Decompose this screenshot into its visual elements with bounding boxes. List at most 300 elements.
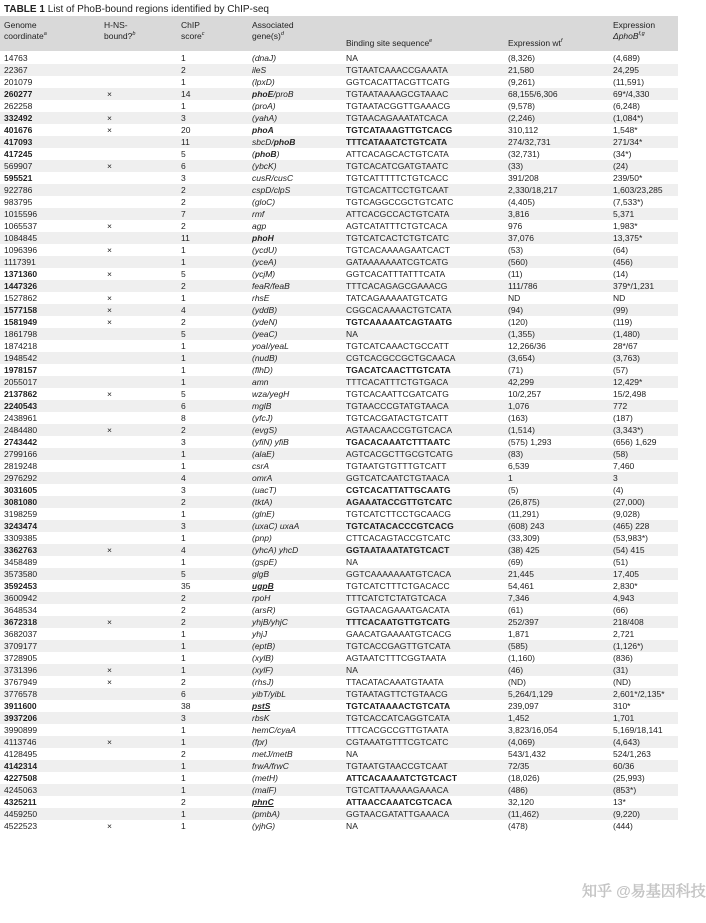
genome-coordinate-cell: 2055017 [4, 377, 38, 387]
table-row [0, 340, 678, 352]
expression-dphob-cell: (99) [613, 305, 629, 315]
associated-gene-cell: (yddB) [252, 305, 278, 315]
chip-score-cell: 14 [181, 89, 191, 99]
associated-gene-cell: (gspE) [252, 557, 278, 567]
binding-sequence-cell: ATTCACAGCACTGTCATA [346, 149, 449, 159]
table-row [0, 220, 678, 232]
expression-dphob-cell: 310* [613, 701, 631, 711]
table-row [0, 556, 678, 568]
expression-wt-cell: 68,155/6,306 [508, 89, 558, 99]
expression-wt-cell: 1,076 [508, 401, 530, 411]
expression-dphob-cell: 2,721 [613, 629, 635, 639]
table-row [0, 748, 678, 760]
hns-bound-cell: × [107, 125, 112, 135]
table-row [0, 724, 678, 736]
table-row [0, 520, 678, 532]
associated-gene-cell: yoaI/yeaL [252, 341, 289, 351]
genome-coordinate-cell: 2799166 [4, 449, 38, 459]
expression-dphob-cell: 524/1,263 [613, 749, 651, 759]
genome-coordinate-cell: 201079 [4, 77, 33, 87]
expression-dphob-cell: (836) [613, 653, 633, 663]
expression-wt-cell: 252/397 [508, 617, 539, 627]
binding-sequence-cell: TGTCATCAAACTGCCATT [346, 341, 450, 351]
table-row [0, 148, 678, 160]
associated-gene-cell: phoE/proB [252, 89, 294, 99]
expression-wt-cell: 72/35 [508, 761, 530, 771]
table-row [0, 532, 678, 544]
expression-wt-cell: (608) 243 [508, 521, 545, 531]
table-row [0, 280, 678, 292]
table-row [0, 436, 678, 448]
expression-wt-cell: 1,452 [508, 713, 530, 723]
binding-sequence-cell: NA [346, 53, 358, 63]
table-row [0, 64, 678, 76]
chip-score-cell: 1 [181, 533, 186, 543]
expression-dphob-cell: 5,371 [613, 209, 635, 219]
expression-dphob-cell: (3,343*) [613, 425, 644, 435]
chip-score-cell: 2 [181, 317, 186, 327]
expression-wt-cell: (1,514) [508, 425, 535, 435]
binding-sequence-cell: TATCAGAAAAATGTCATG [346, 293, 448, 303]
expression-dphob-cell: 69*/4,330 [613, 89, 650, 99]
table-row [0, 760, 678, 772]
hns-bound-cell: × [107, 821, 112, 831]
associated-gene-cell: (ybcK) [252, 161, 277, 171]
expression-dphob-cell: ND [613, 293, 626, 303]
expression-dphob-cell: 2,601*/2,135* [613, 689, 665, 699]
chip-score-cell: 2 [181, 605, 186, 615]
chip-score-cell: 1 [181, 449, 186, 459]
associated-gene-cell: amn [252, 377, 269, 387]
associated-gene-cell: (tktA) [252, 497, 273, 507]
binding-sequence-cell: CGTCACGCCGCTGCAACA [346, 353, 456, 363]
expression-wt-cell: ND [508, 293, 521, 303]
table-row [0, 604, 678, 616]
table-row [0, 484, 678, 496]
genome-coordinate-cell: 4245063 [4, 785, 38, 795]
table-row [0, 772, 678, 784]
associated-gene-cell: (uxaC) uxaA [252, 521, 300, 531]
chip-score-cell: 1 [181, 509, 186, 519]
expression-dphob-cell: (27,000) [613, 497, 645, 507]
binding-sequence-cell: TGACACAAATCTTTAATC [346, 437, 451, 447]
expression-wt-cell: 111/786 [508, 281, 538, 291]
associated-gene-cell: rbsK [252, 713, 270, 723]
binding-sequence-cell: TGTCACAAAAGAATCACT [346, 245, 451, 255]
chip-score-cell: 1 [181, 257, 186, 267]
associated-gene-cell: (yjhG) [252, 821, 276, 831]
expression-dphob-cell: (853*) [613, 785, 637, 795]
genome-coordinate-cell: 4113746 [4, 737, 37, 747]
binding-sequence-cell: GGTAATAAATATGTCACT [346, 545, 450, 555]
binding-sequence-cell: CGTAAATGTTTCGTCATC [346, 737, 449, 747]
associated-gene-cell: pstS [252, 701, 271, 711]
associated-gene-cell: (yfiN) yfiB [252, 437, 289, 447]
associated-gene-cell: (eptB) [252, 641, 276, 651]
header-expression-wt: Expression $wt^f$ [508, 38, 563, 48]
associated-gene-cell: frwA/frwC [252, 761, 289, 771]
chip-score-cell: 1 [181, 809, 186, 819]
associated-gene-cell: (lpxD) [252, 77, 275, 87]
associated-gene-cell: (yeaC) [252, 329, 278, 339]
genome-coordinate-cell: 3198259 [4, 509, 38, 519]
binding-sequence-cell: CGTCACATTATTGCAATG [346, 485, 451, 495]
expression-dphob-cell: 60/36 [613, 761, 635, 771]
binding-sequence-cell: TGTAATAAAAGCGTAAAC [346, 89, 449, 99]
expression-wt-cell: 21,580 [508, 65, 534, 75]
expression-dphob-cell: (1,084*) [613, 113, 644, 123]
expression-wt-cell: (69) [508, 557, 524, 567]
expression-wt-cell: (1,160) [508, 653, 535, 663]
genome-coordinate-cell: 3709177 [4, 641, 38, 651]
expression-dphob-cell: (34*) [613, 149, 632, 159]
expression-dphob-cell: (9,028) [613, 509, 640, 519]
table-row [0, 172, 678, 184]
binding-sequence-cell: AGTAACAACCGTGTCACA [346, 425, 453, 435]
associated-gene-cell: (rhsJ) [252, 677, 274, 687]
hns-bound-cell: × [107, 737, 112, 747]
associated-gene-cell: (uacT) [252, 485, 277, 495]
table-title: List of PhoB-bound regions identified by ChIP-seq [47, 4, 269, 15]
chip-score-cell: 2 [181, 749, 186, 759]
genome-coordinate-cell: 260277 [4, 89, 33, 99]
table-row [0, 496, 678, 508]
expression-dphob-cell: 3 [613, 473, 618, 483]
expression-wt-cell: (53) [508, 245, 524, 255]
table-row [0, 376, 678, 388]
chip-score-cell: 3 [181, 437, 186, 447]
associated-gene-cell: omrA [252, 473, 273, 483]
expression-dphob-cell: (1,480) [613, 329, 640, 339]
binding-sequence-cell: NA [346, 557, 358, 567]
binding-sequence-cell: NA [346, 665, 358, 675]
hns-bound-cell: × [107, 245, 112, 255]
expression-wt-cell: 239,097 [508, 701, 539, 711]
chip-score-cell: 1 [181, 785, 186, 795]
binding-sequence-cell: TGTCATTTTTCTGTCACC [346, 173, 449, 183]
associated-gene-cell: rmf [252, 209, 265, 219]
expression-wt-cell: (11) [508, 269, 523, 279]
table-row [0, 712, 678, 724]
genome-coordinate-cell: 3031605 [4, 485, 38, 495]
expression-dphob-cell: 379*/1,231 [613, 281, 655, 291]
chip-score-cell: 6 [181, 689, 186, 699]
binding-sequence-cell: TTTCACATTTCTGTGACA [346, 377, 449, 387]
chip-score-cell: 5 [181, 149, 186, 159]
associated-gene-cell: (yhcA) yhcD [252, 545, 299, 555]
hns-bound-cell: × [107, 113, 112, 123]
binding-sequence-cell: TGTCATACACCCGTCACG [346, 521, 454, 531]
binding-sequence-cell: GGTCACATTTATTTCATA [346, 269, 446, 279]
chip-score-cell: 8 [181, 413, 186, 423]
expression-wt-cell: (ND) [508, 677, 526, 687]
associated-gene-cell: feaR/feaB [252, 281, 290, 291]
genome-coordinate-cell: 2438961 [4, 413, 38, 423]
chip-score-cell: 2 [181, 185, 186, 195]
chip-score-cell: 1 [181, 77, 186, 87]
expression-wt-cell: 54,461 [508, 581, 534, 591]
associated-gene-cell: mglB [252, 401, 272, 411]
binding-sequence-cell: TGTAATGTAACCGTCAAT [346, 761, 448, 771]
expression-dphob-cell: (1,126*) [613, 641, 644, 651]
genome-coordinate-cell: 922786 [4, 185, 33, 195]
associated-gene-cell: (nudB) [252, 353, 278, 363]
chip-score-cell: 1 [181, 101, 186, 111]
header-expression-dphob: Expression ΔphoB$^{f,g}$ [613, 20, 656, 41]
chip-score-cell: 11 [181, 233, 190, 243]
binding-sequence-cell: CGGCACAAAACTGTCATA [346, 305, 452, 315]
chip-score-cell: 1 [181, 53, 186, 63]
expression-dphob-cell: 1,983* [613, 221, 638, 231]
expression-wt-cell: (33) [508, 161, 524, 171]
table-row [0, 232, 678, 244]
associated-gene-cell: rpoH [252, 593, 271, 603]
genome-coordinate-cell: 4522523 [4, 821, 38, 831]
table-row [0, 472, 678, 484]
expression-dphob-cell: (7,533*) [613, 197, 644, 207]
genome-coordinate-cell: 1861798 [4, 329, 38, 339]
table-label: TABLE 1 [4, 4, 45, 15]
chip-score-cell: 2 [181, 281, 186, 291]
chip-score-cell: 1 [181, 773, 186, 783]
genome-coordinate-cell: 1447326 [4, 281, 38, 291]
binding-sequence-cell: TGTAATACGGTTGAAACG [346, 101, 451, 111]
expression-wt-cell: (585) [508, 641, 528, 651]
table-row [0, 580, 678, 592]
expression-wt-cell: (94) [508, 305, 524, 315]
expression-wt-cell: (1,355) [508, 329, 535, 339]
associated-gene-cell: (ycdU) [252, 245, 278, 255]
expression-dphob-cell: 12,429* [613, 377, 643, 387]
associated-gene-cell: (ycjM) [252, 269, 276, 279]
genome-coordinate-cell: 1117391 [4, 257, 36, 267]
associated-gene-cell: ugpB [252, 581, 274, 591]
associated-gene-cell: yhjB/yhjC [252, 617, 288, 627]
expression-dphob-cell: (64) [613, 245, 629, 255]
expression-wt-cell: 12,266/36 [508, 341, 546, 351]
genome-coordinate-cell: 3573580 [4, 569, 38, 579]
genome-coordinate-cell: 2137862 [4, 389, 38, 399]
chip-score-cell: 1 [181, 641, 186, 651]
expression-wt-cell: 5,264/1,129 [508, 689, 553, 699]
binding-sequence-cell: TGTCATCTTCCTGCAACG [346, 509, 452, 519]
expression-dphob-cell: (465) 228 [613, 521, 650, 531]
binding-sequence-cell: TGTCACATTCCTGTCAAT [346, 185, 449, 195]
expression-wt-cell: 274/32,731 [508, 137, 551, 147]
expression-dphob-cell: (11,591) [613, 77, 645, 87]
binding-sequence-cell: TGTCATCACTCTGTCATC [346, 233, 450, 243]
expression-wt-cell: (38) 425 [508, 545, 540, 555]
header-hns-bound: H-NS- bound?$^b$ [104, 20, 136, 41]
genome-coordinate-cell: 417245 [4, 149, 33, 159]
expression-dphob-cell: (187) [613, 413, 633, 423]
expression-wt-cell: (71) [508, 365, 524, 375]
table-row [0, 400, 678, 412]
expression-dphob-cell: 24,295 [613, 65, 639, 75]
associated-gene-cell: cspD/clpS [252, 185, 291, 195]
expression-dphob-cell: 28*/67 [613, 341, 638, 351]
expression-dphob-cell: (444) [613, 821, 633, 831]
binding-sequence-cell: AGTCATATTTCTGTCACA [346, 221, 448, 231]
associated-gene-cell: (evgS) [252, 425, 278, 435]
chip-score-cell: 4 [181, 305, 186, 315]
binding-sequence-cell: TTTCACGCCGTTGTAATA [346, 725, 449, 735]
associated-gene-cell: (glnE) [252, 509, 275, 519]
expression-dphob-cell: (24) [613, 161, 629, 171]
hns-bound-cell: × [107, 293, 112, 303]
associated-gene-cell: phoH [252, 233, 274, 243]
table-row [0, 304, 678, 316]
genome-coordinate-cell: 332492 [4, 113, 33, 123]
table-row [0, 424, 678, 436]
binding-sequence-cell: TGTAATGTGTTTGTCATT [346, 461, 447, 471]
genome-coordinate-cell: 1577158 [4, 305, 38, 315]
expression-wt-cell: (486) [508, 785, 528, 795]
genome-coordinate-cell: 1371360 [4, 269, 38, 279]
expression-dphob-cell: 271/34* [613, 137, 643, 147]
header-genome-coordinate: Genome coordinate$^a$ [4, 20, 47, 41]
associated-gene-cell: yibT/yibL [252, 689, 287, 699]
chip-score-cell: 20 [181, 125, 191, 135]
expression-dphob-cell: (4,643) [613, 737, 640, 747]
binding-sequence-cell: TGTCAAAAATCAGTAATG [346, 317, 453, 327]
table-row [0, 640, 678, 652]
expression-wt-cell: (8,326) [508, 53, 535, 63]
genome-coordinate-cell: 3911600 [4, 701, 37, 711]
associated-gene-cell: (dnaJ) [252, 53, 277, 63]
binding-sequence-cell: NA [346, 821, 358, 831]
expression-wt-cell: (32,731) [508, 149, 540, 159]
binding-sequence-cell: AGTAATCTTTCGGTAATA [346, 653, 447, 663]
genome-coordinate-cell: 1874218 [4, 341, 38, 351]
genome-coordinate-cell: 3081080 [4, 497, 38, 507]
associated-gene-cell: (xylF) [252, 665, 274, 675]
expression-dphob-cell: (4,689) [613, 53, 640, 63]
chip-score-cell: 6 [181, 161, 186, 171]
expression-dphob-cell: (ND) [613, 677, 631, 687]
chip-score-cell: 4 [181, 545, 186, 555]
binding-sequence-cell: TGTCACATCGATGTAATC [346, 161, 449, 171]
expression-wt-cell: 976 [508, 221, 523, 231]
genome-coordinate-cell: 983795 [4, 197, 33, 207]
expression-dphob-cell: (656) 1,629 [613, 437, 657, 447]
binding-sequence-cell: TGTCACGATACTGTCATT [346, 413, 449, 423]
expression-wt-cell: (9,578) [508, 101, 535, 111]
genome-coordinate-cell: 262258 [4, 101, 33, 111]
chip-score-cell: 2 [181, 593, 186, 603]
genome-coordinate-cell: 1084845 [4, 233, 38, 243]
hns-bound-cell: × [107, 317, 112, 327]
binding-sequence-cell: TGTAACCCGTATGTAACA [346, 401, 449, 411]
table-row [0, 568, 678, 580]
chip-score-cell: 3 [181, 113, 186, 123]
expression-wt-cell: (11,291) [508, 509, 540, 519]
table-row [0, 688, 678, 700]
genome-coordinate-cell: 4459250 [4, 809, 38, 819]
expression-dphob-cell: (57) [613, 365, 629, 375]
expression-dphob-cell: (66) [613, 605, 629, 615]
table-row [0, 136, 678, 148]
associated-gene-cell: phnC [252, 797, 274, 807]
associated-gene-cell: (yahA) [252, 113, 278, 123]
genome-coordinate-cell: 3731396 [4, 665, 38, 675]
binding-sequence-cell: ATTAACCAAATCGTCACA [346, 797, 453, 807]
expression-wt-cell: 37,076 [508, 233, 534, 243]
chip-score-cell: 2 [181, 617, 186, 627]
expression-wt-cell: (575) 1,293 [508, 437, 552, 447]
associated-gene-cell: rhsE [252, 293, 270, 303]
associated-gene-cell: (metH) [252, 773, 278, 783]
expression-wt-cell: (2,246) [508, 113, 535, 123]
expression-wt-cell: 310,112 [508, 125, 539, 135]
table-row [0, 616, 678, 628]
expression-wt-cell: 1,871 [508, 629, 530, 639]
binding-sequence-cell: GGTAACGATATTGAAACA [346, 809, 450, 819]
chip-score-cell: 38 [181, 701, 191, 711]
associated-gene-cell: yhjJ [252, 629, 268, 639]
expression-wt-cell: (26,875) [508, 497, 540, 507]
genome-coordinate-cell: 2240543 [4, 401, 38, 411]
chip-score-cell: 2 [181, 221, 186, 231]
expression-wt-cell: 2,330/18,217 [508, 185, 558, 195]
binding-sequence-cell: CTTCACAGTACCGTCATC [346, 533, 451, 543]
chip-score-cell: 1 [181, 653, 186, 663]
genome-coordinate-cell: 4142314 [4, 761, 38, 771]
expression-dphob-cell: (54) 415 [613, 545, 645, 555]
chip-score-cell: 2 [181, 497, 186, 507]
table-row [0, 364, 678, 376]
table-row [0, 160, 678, 172]
chip-score-cell: 1 [181, 377, 186, 387]
expression-dphob-cell: (31) [613, 665, 629, 675]
chip-score-cell: 11 [181, 137, 190, 147]
associated-gene-cell: cusR/cusC [252, 173, 294, 183]
expression-wt-cell: (120) [508, 317, 528, 327]
associated-gene-cell: (pmbA) [252, 809, 280, 819]
binding-sequence-cell: TGACATCAACTTGTCATA [346, 365, 451, 375]
genome-coordinate-cell: 4128495 [4, 749, 38, 759]
expression-dphob-cell: (25,993) [613, 773, 645, 783]
chip-score-cell: 2 [181, 425, 186, 435]
table-row [0, 112, 678, 124]
genome-coordinate-cell: 1978157 [4, 365, 38, 375]
expression-dphob-cell: (3,763) [613, 353, 640, 363]
binding-sequence-cell: TGTAACAGAAATATCACA [346, 113, 448, 123]
table-row [0, 676, 678, 688]
binding-sequence-cell: GATAAAAAAATCGTCATG [346, 257, 449, 267]
chip-score-cell: 5 [181, 569, 186, 579]
table-row [0, 412, 678, 424]
chip-score-cell: 2 [181, 797, 186, 807]
table-header [0, 16, 678, 51]
associated-gene-cell: hemC/cyaA [252, 725, 296, 735]
expression-dphob-cell: (53,983*) [613, 533, 648, 543]
table-row [0, 388, 678, 400]
binding-sequence-cell: NA [346, 749, 358, 759]
binding-sequence-cell: TTTCATAAATCTGTCATA [346, 137, 448, 147]
table-row [0, 352, 678, 364]
table-row [0, 76, 678, 88]
table-row [0, 460, 678, 472]
header-binding-site-sequence: Binding site sequence$^e$ [346, 38, 433, 48]
chip-score-cell: 1 [181, 293, 186, 303]
expression-dphob-cell: (456) [613, 257, 633, 267]
chip-score-cell: 1 [181, 821, 186, 831]
table-row [0, 664, 678, 676]
table-row [0, 796, 678, 808]
binding-sequence-cell: AGAAATACCGTTGTCATC [346, 497, 453, 507]
binding-sequence-cell: GGTCACATTACGTTCATG [346, 77, 450, 87]
